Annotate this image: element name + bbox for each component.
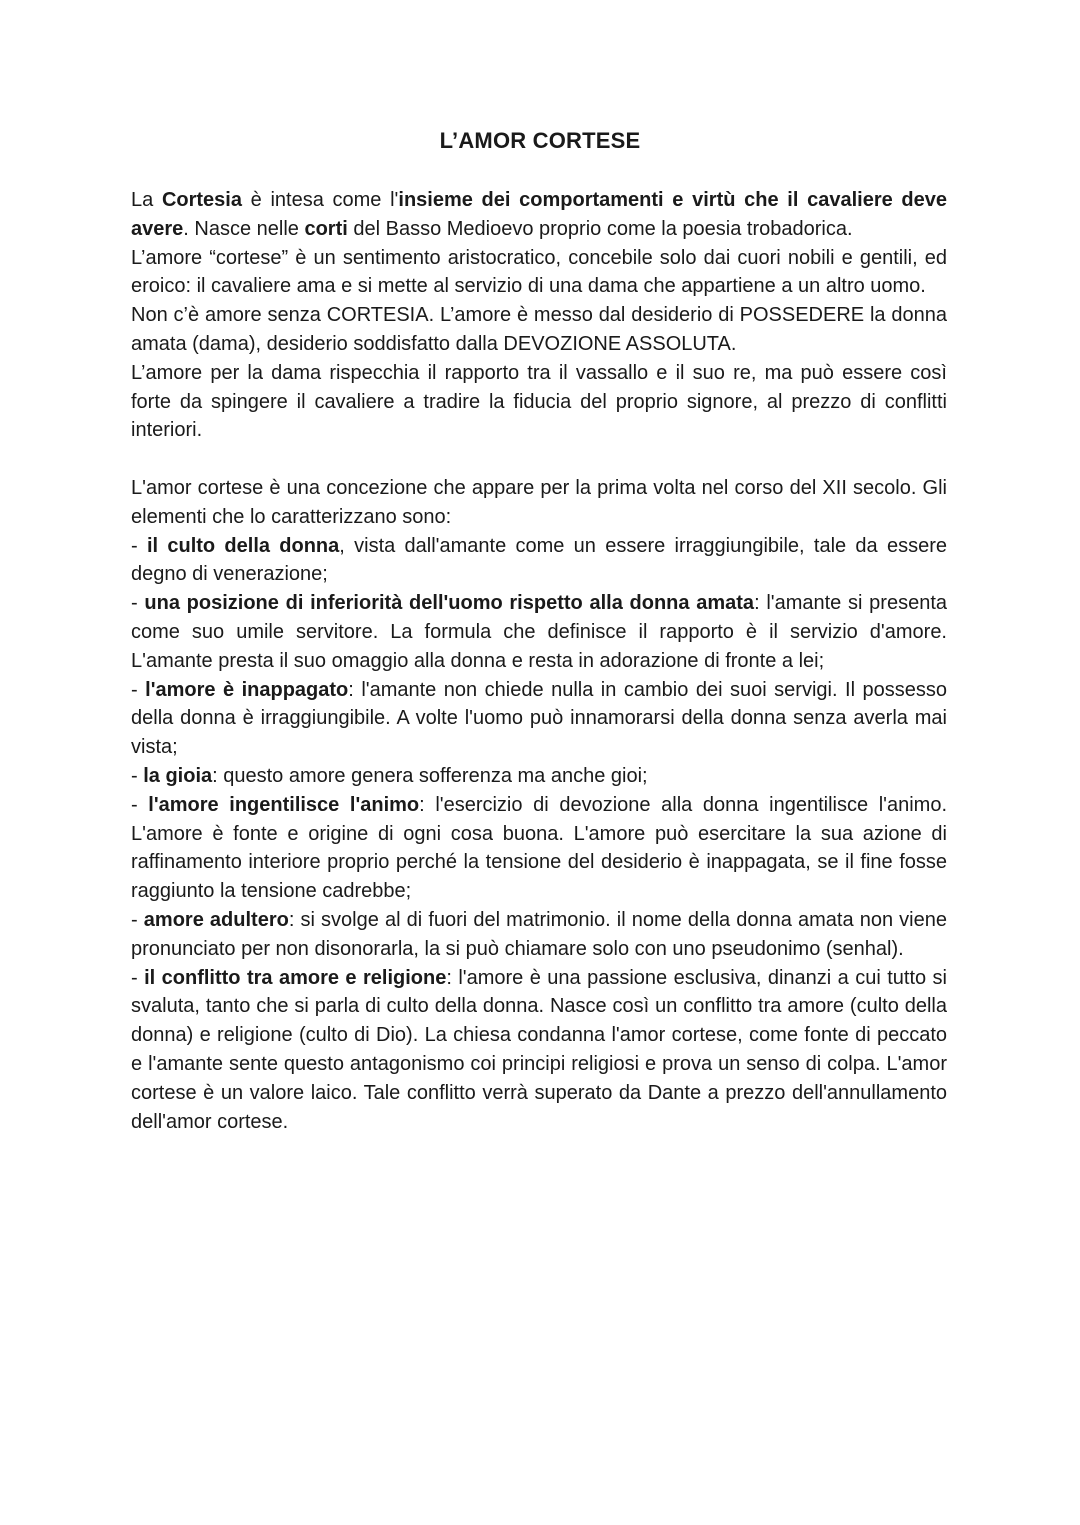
document-body [131, 186, 947, 1136]
term-cortesia: Cortesia [161, 189, 242, 211]
list-item-term: l'amore è inappagato [145, 678, 349, 701]
paragraph-gap [131, 445, 947, 474]
list-item-term: la gioia [143, 764, 213, 787]
intro-paragraph-cortesia: La Cortesia è intesa come l'insieme dei comportamenti e virtù che il cavaliere deve avere. Nasce nelle corti del Basso Medioevo proprio come la poesia trobadorica. [131, 189, 947, 240]
list-item-conflitto-religione: - il conflitto tra amore e religione: l'amore è una passione esclusiva, dinanzi a cui tutto si svaluta, tanto che si parla di culto della donna. Nasce così un conflitto tra amore (culto della donna) e religione (culto di Dio). La chiesa condanna l'amor cortese, come fonte di peccato e l'amante sente questo antagonismo coi principi religiosi e prova un senso di colpa. L'amor cortese è un valore laico. Tale conflitto verrà superato da Dante a prezzo dell'annullamento dell'amor cortese. [131, 966, 947, 1133]
term-corti: corti [304, 217, 348, 240]
list-item-term: l'amore ingentilisce l'animo [148, 793, 420, 816]
page-title: L’AMOR CORTESE [439, 128, 641, 153]
intro-paragraph-amore-cortese: L’amore “cortese” è un sentimento aristocratico, concebile solo dai cuori nobili e gentili, ed eroico: il cavaliere ama e si mette al servizio di una dama che appartiene a un altro uomo. [131, 246, 947, 298]
list-item-term: amore adultero [143, 908, 289, 931]
list-item-adultero: - amore adultero: si svolge al di fuori del matrimonio. il nome della donna amata non viene pronunciato per non disonorarla, la si può chiamare solo con uno pseudonimo (senhal). [131, 908, 947, 960]
intro-paragraph-vassallo: L’amore per la dama rispecchia il rapporto tra il vassallo e il suo re, ma può essere così forte da spingere il cavaliere a tradire la fiducia del proprio signore, al prezzo di conflitti interiori. [131, 361, 947, 442]
list-item-gioia: - la gioia: questo amore genera sofferenza ma anche gioi; [131, 764, 648, 787]
list-item-culto-donna: - il culto della donna, vista dall'amante come un essere irraggiungibile, tale da essere degno di venerazione; [131, 534, 947, 586]
section-intro-paragraph: L'amor cortese è una concezione che appare per la prima volta nel corso del XII secolo. Gli elementi che lo caratterizzano sono: [131, 476, 947, 528]
list-item-ingentilisce: - l'amore ingentilisce l'animo: l'esercizio di devozione alla donna ingentilisce l'animo. L'amore è fonte e origine di ogni cosa buona. L'amore può esercitare la sua azione di raffinamento interiore proprio perché la tensione del desiderio è inappagata, se il fine fosse raggiunto la tensione cadrebbe; [131, 793, 947, 903]
list-item-inferiorita: - una posizione di inferiorità dell'uomo rispetto alla donna amata: l'amante si presenta come suo umile servitore. La formula che definisce il rapporto è il servizio d'amore. L'amante presta il suo omaggio alla donna e resta in adorazione di fronte a lei; [131, 592, 948, 672]
list-item-inappagato: - l'amore è inappagato: l'amante non chiede nulla in cambio dei suoi servigi. Il possesso della donna è irraggiungibile. A volte l'uomo può innamorarsi della donna senza averla mai vista; [131, 678, 948, 759]
list-item-term: il culto della donna [146, 534, 340, 557]
term-insieme-comportamenti: insieme dei comportamenti e virtù che il cavaliere deve avere [131, 189, 947, 240]
list-item-term: una posizione di inferiorità dell'uomo rispetto alla donna amata [144, 592, 755, 615]
list-item-term: il conflitto tra amore e religione [144, 966, 447, 989]
intro-paragraph-cortesia-possedere: Non c’è amore senza CORTESIA. L’amore è messo dal desiderio di POSSEDERE la donna amata (dama), desiderio soddisfatto dalla DEVOZIONE ASSOLUTA. [131, 304, 947, 355]
